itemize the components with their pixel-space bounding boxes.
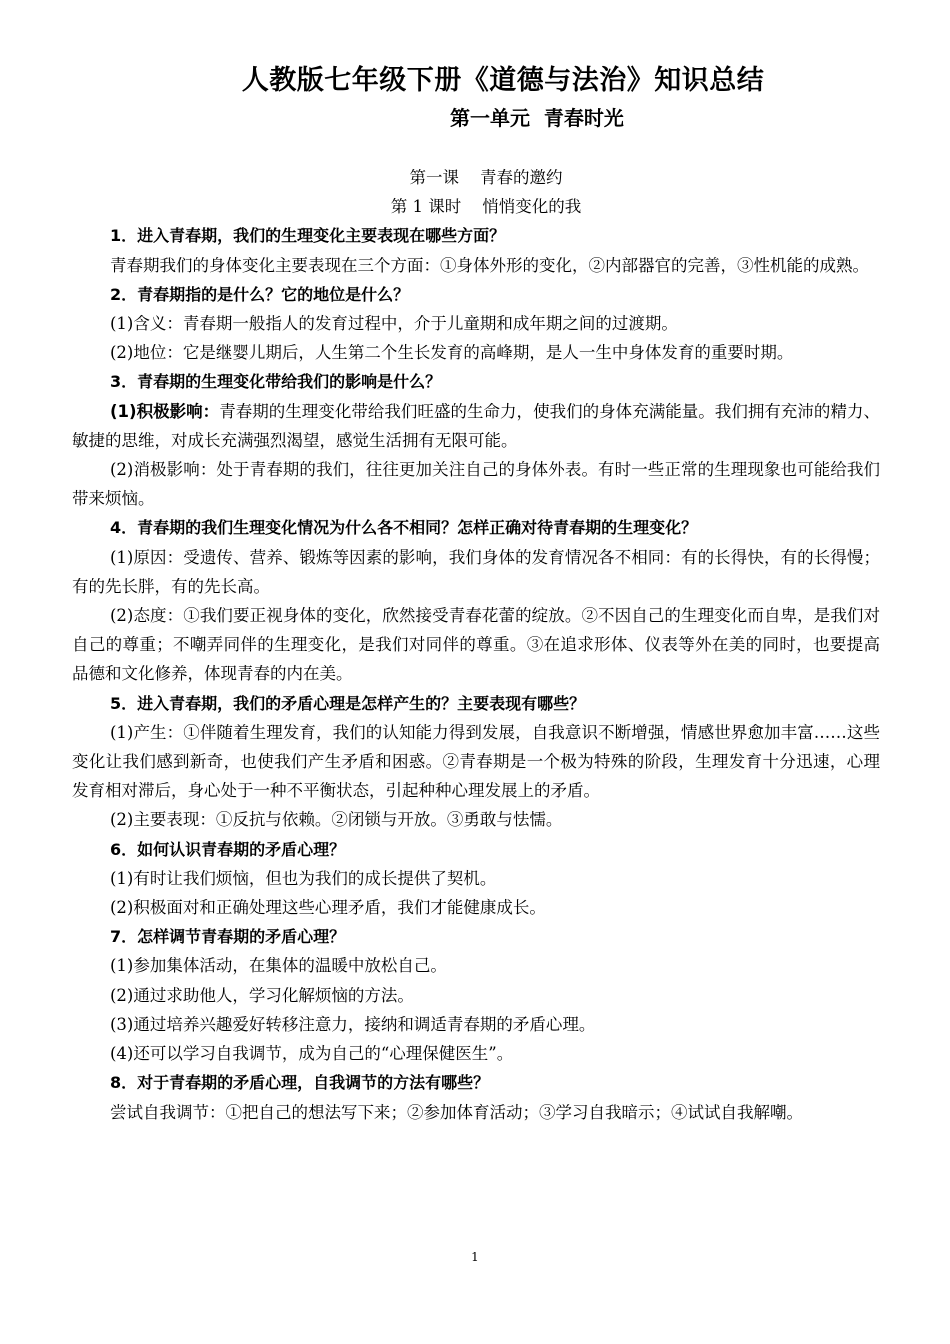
answer-paragraph	[72, 455, 880, 513]
answer-text: 消极影响：处于青春期的我们，往往更加关注自己的身体外表。有时一些正常的生理现象也可能给我们带来烦恼。	[72, 460, 880, 509]
lesson-heading: 第一课 青春的邀约	[409, 168, 563, 187]
answer-paragraph	[72, 397, 880, 455]
answer-paragraph: (2)通过求助他人，学习化解烦恼的方法。	[110, 985, 414, 1005]
question-heading: 7．怎样调节青春期的矛盾心理？	[110, 927, 346, 947]
answer-paragraph: (1)参加集体活动，在集体的温暖中放松自己。	[110, 956, 447, 976]
answer-paragraph: (3)通过培养兴趣爱好转移注意力，接纳和调适青春期的矛盾心理。	[110, 1014, 596, 1034]
question-heading: 4．青春期的我们生理变化情况为什么各不相同？怎样正确对待青春期的生理变化？	[110, 518, 698, 538]
answer-paragraph: (2)态度：①我们要正视身体的变化，欣然接受青春花蕾的绽放。②不因自己的生理变化而自卑，是我们对自己的尊重；不嘲弄同伴的生理变化，是我们对同伴的尊重。③在追求形体、仪表等外在美的同时，也要提高品德和文化修养，体现青春的内在美。	[72, 606, 880, 684]
answer-paragraph: 青春期我们的身体变化主要表现在三个方面：①身体外形的变化，②内部器官的完善，③性机能的成熟。	[110, 255, 869, 275]
answer-paragraph: (1)含义：青春期一般指人的发育过程中，介于儿童期和成年期之间的过渡期。	[110, 314, 678, 334]
document-body	[72, 163, 880, 1127]
answer-paragraph: (4)还可以学习自我调节，成为自己的“心理保健医生”。	[110, 1044, 514, 1064]
question-heading: 1．进入青春期，我们的生理变化主要表现在哪些方面？	[110, 226, 506, 246]
question-heading: 5．进入青春期，我们的矛盾心理是怎样产生的？主要表现有哪些？	[110, 693, 586, 713]
answer-paragraph: (2)积极面对和正确处理这些心理矛盾，我们才能健康成长。	[110, 898, 546, 918]
section-heading: 第 1 课时 悄悄变化的我	[390, 197, 582, 217]
answer-paragraph: (1)原因：受遗传、营养、锻炼等因素的影响，我们身体的发育情况各不相同：有的长得快，有的长得慢；有的先长胖，有的先长高。	[72, 547, 880, 596]
question-heading: 3．青春期的生理变化带给我们的影响是什么？	[110, 372, 442, 392]
question-heading: 6．如何认识青春期的矛盾心理？	[110, 839, 346, 859]
answer-text: 青春期的生理变化带给我们旺盛的生命力，使我们的身体充满能量。我们拥有充沛的精力、敏捷的思维，对成长充满强烈渴望，感觉生活拥有无限可能。	[72, 401, 880, 450]
question-heading: 2．青春期指的是什么？它的地位是什么？	[110, 284, 410, 304]
question-heading: 8．对于青春期的矛盾心理，自我调节的方法有哪些？	[110, 1073, 490, 1093]
answer-lead: (1)积极影响：	[110, 401, 220, 421]
document-title: 人教版七年级下册《道德与法治》知识总结	[241, 65, 765, 96]
answer-paragraph: (2)主要表现：①反抗与依赖。②闭锁与开放。③勇敢与怯懦。	[110, 810, 563, 830]
answer-paragraph: (1)产生：①伴随着生理发育，我们的认知能力得到发展，自我意识不断增强，情感世界愈加丰富……这些变化让我们感到新奇，也使我们产生矛盾和困惑。②青春期是一个极为特殊的阶段，生理发育十分迅速，心理发育相对滞后，身心处于一种不平衡状态，引起种种心理发展上的矛盾。	[72, 722, 880, 801]
answer-paragraph: (2)地位：它是继婴儿期后，人生第二个生长发育的高峰期，是人一生中身体发育的重要时期。	[110, 343, 794, 363]
answer-paragraph: 尝试自我调节：①把自己的想法写下来；②参加体育活动；③学习自我暗示；④试试自我解嘲。	[110, 1102, 803, 1122]
answer-paragraph: (1)有时让我们烦恼，但也为我们的成长提供了契机。	[110, 868, 497, 888]
page-number: 1	[471, 1250, 479, 1264]
answer-lead: (2)	[110, 460, 134, 480]
unit-heading: 第一单元 青春时光	[450, 106, 624, 130]
